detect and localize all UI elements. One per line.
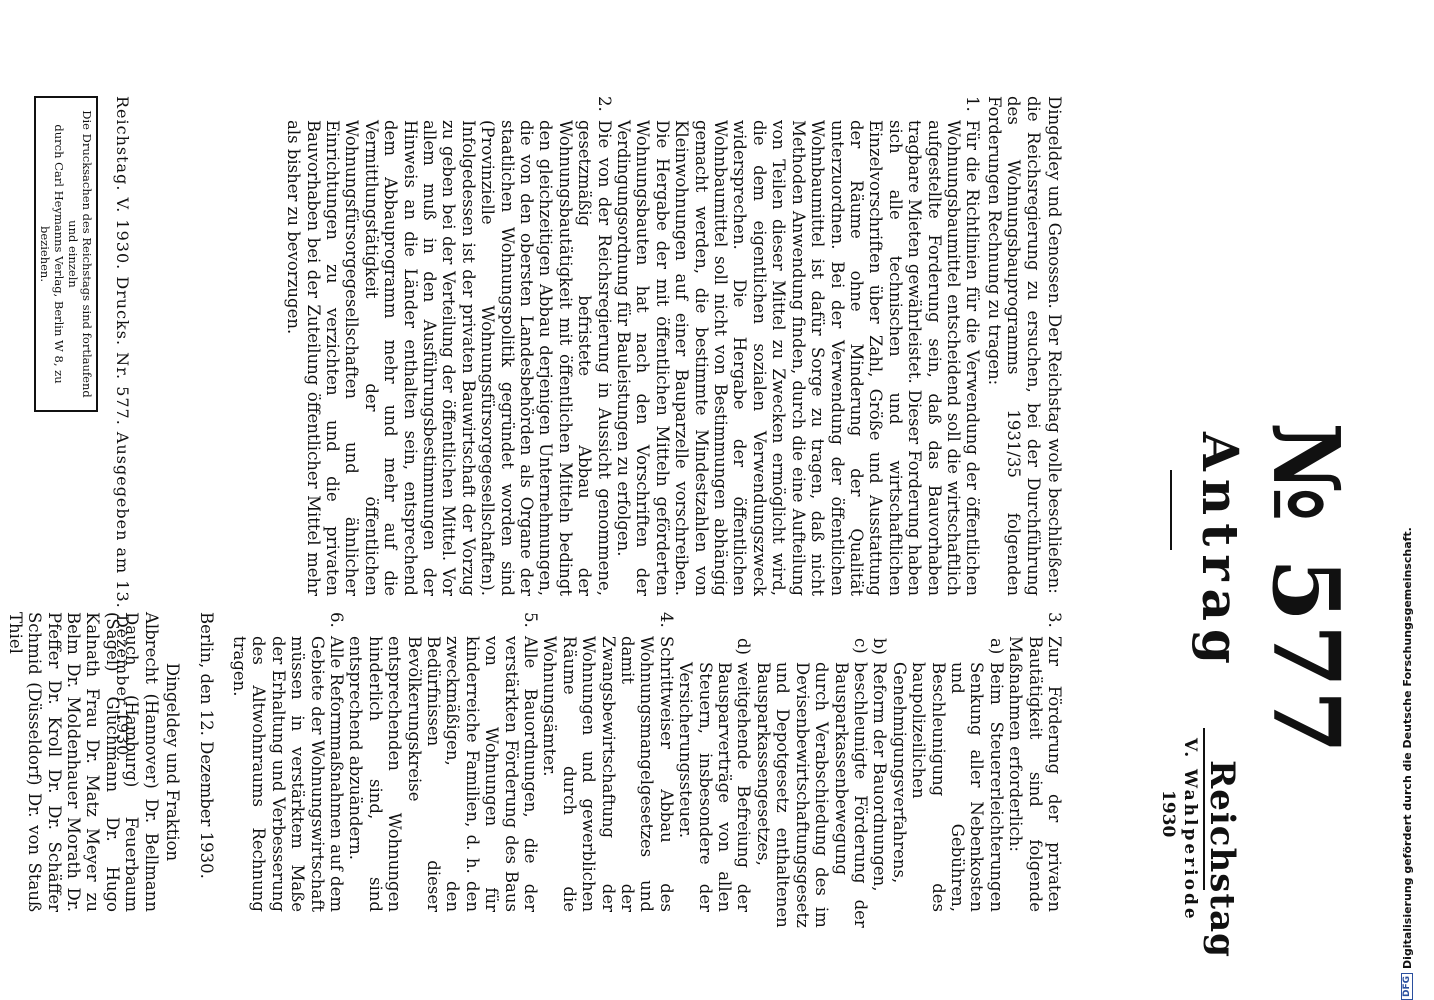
item-3b-text: Reform der Bauordnungen, [870, 662, 890, 892]
item-4-number: 4. [656, 612, 676, 628]
distribution-note-line-2: durch Carl Heymanns Verlag, Berlin W 8, zu beziehen. [38, 124, 66, 384]
item-3d-text: weitgehende Befreiung der Bausparverträge von allen Steuern, insbesondere der Versicherungssteuer. [676, 662, 754, 912]
item-4-text: Schrittweiser Abbau des Wohnungsmangelgesetzes und damit der Zwangsbewirtschaftung der Wohnungen und gewerblichen Räume durch die Wohnungsämter. [540, 636, 676, 912]
item-1 [614, 96, 983, 596]
item-3c-label: c) [850, 638, 870, 654]
item-4 [540, 612, 676, 912]
intro-line: Dingeldey und Genossen. Der Reichstag wolle beschließen: [1045, 96, 1064, 594]
item-5-number: 5. [521, 612, 541, 628]
reichstag-heading: Reichstag [1202, 760, 1242, 958]
item-6-text: Alle Reformmaßnahmen auf dem Gebiete der Wohnungswirtschaft müssen in verstärktem Maße der Erhaltung und Verbesserung des Altwohnraums Rechnung tragen. [229, 636, 346, 912]
footer-line: Reichstag. V. 1930. Drucks. Nr. 577. Ausgegeben am 13. Dezember 1930. [113, 96, 132, 763]
digitization-credit-text: Digitalisierung gefördert durch die Deutsche Forschungsgemeinschaft. [1400, 527, 1414, 969]
item-6-number: 6. [326, 612, 346, 628]
year-label: 1930 [1158, 790, 1178, 838]
item-3c [753, 638, 870, 928]
title-rule [1170, 470, 1172, 550]
header-rule [1203, 728, 1205, 890]
document-type-title: Antrag [1191, 432, 1250, 672]
dfg-logo-icon: DFG [1401, 973, 1413, 1000]
digitization-credit [1398, 0, 1416, 1000]
item-3a [889, 638, 1005, 912]
lead-paragraph: die Reichsregierung zu ersuchen, bei der Durchführung des Wohnungsbauprogramms 1931/35 folgenden Forderungen Rechnung zu tragen: [984, 96, 1043, 596]
item-3b [870, 638, 889, 912]
item-3c-text: beschleunigte Förderung der Bausparkassenbewegung durch Verabschiedung des im Devisenbewirtschaftungsgesetz und Depotgesetz enthaltenen Bausparkassengesetzes, [753, 662, 870, 928]
item-2-number: 2. [594, 96, 614, 112]
left-column [284, 96, 1064, 596]
item-5-text: Alle Bauordnungen, die der verstärkten Förderung des Baus von Wohnungen für kinderreiche Familien, d. h. den zweckmäßigen, den Bedürfnissen dieser Bevölkerungskreise entsprechenden Wohnungen hinderlich sind, sind entsprechend abzuändern. [346, 636, 541, 912]
item-3d [676, 638, 754, 912]
right-column [3, 612, 1064, 928]
item-3-number: 3. [1045, 612, 1064, 628]
item-3a-text: Beim Steuererleichterungen Senkung aller Nebenkosten und Gebühren, Beschleunigung des baupolizeilichen Genehmigungsverfahrens, [889, 662, 1006, 912]
period-label: V. Wahlperiode [1180, 738, 1200, 922]
item-2-text: Die von der Reichsregierung in Aussicht genommene, gesetzmäßig befristete Abbau der Wohnungsbautätigkeit mit öffentlichen Mitteln bedingt den gleichzeitigen Abbau derjenigen Unternehmungen, die von den obersten Landesbehörden als Organe der staatlichen Wohnungspolitik gegründet worden sind (Provinzielle Wohnungsfürsorgegesellschaften). Infolgedessen ist der privaten Bauwirtschaft der Vorzug zu geben bei der Verteilung der öffentlichen Mittel. Vor allem muß in den Ausführungsbestimmungen der Hinweis an die Länder enthalten sein, entsprechend dem Abbauprogramm mehr und mehr auf die Vermittlungstätigkeit der öffentlichen Wohnungsfürsorgegesellschaften und ähnlicher Einrichtungen zu verzichten und die privaten Bauvorhaben bei der Zuteilung öffentlicher Mittel mehr als bisher zu bevorzugen. [284, 120, 614, 596]
item-1-text: Für die Richtlinien für die Verwendung der öffentlichen Wohnungsbaumittel entscheidend soll die wirtschaftlich aufgestellte Forderung sein, daß das Bauvorhaben tragbare Mieten gewährleistet. Dieser Forderung haben sich alle technischen und wirtschaftlichen Einzelvorschriften über Zahl, Größe und Ausstattung der Räume ohne Minderung der Qualität unterzuordnen. Bei der Verwendung der öffentlichen Wohnbaumittel ist dafür Sorge zu tragen, daß nicht Methoden Anwendung finden, durch die eine Aufteilung von Teilen dieser Mittel zu Zwecken ermöglicht wird, die dem eigentlichen sozialen Verwendungszweck widersprechen. Die Hergabe der öffentlichen Wohnbaumittel soll nicht von Bestimmungen abhängig gemacht werden, die bestimmte Mindestzahlen von Kleinwohnungen auf einer Bauparzelle vorschreiben. Die Hergabe der mit öffentlichen Mitteln geförderten Wohnungsbauten hat nach den Vorschriften der Verdingungsordnung für Bauleistungen zu erfolgen. [614, 120, 983, 596]
item-3a-label: a) [986, 638, 1006, 655]
item-2 [284, 96, 614, 596]
item-6 [230, 612, 346, 912]
signers-heading: Dingeldey und Fraktion [163, 662, 183, 862]
item-5 [346, 612, 540, 912]
item-3 [1006, 612, 1064, 912]
document-number: № 577 [1252, 422, 1360, 757]
item-3b-label: b) [870, 638, 890, 655]
distribution-note-box [34, 96, 98, 412]
signers-list: Albrecht (Hannover) Dr. Bellmann Dauch (Hamburg) Feuerbaum (Sagel) Glüchmann Dr. Hugo Kalnath Frau Dr. Matz Meyer zu Belm Dr. Moldenhauer Morath Dr. Pfeffer Dr. Kroll Dr. Dr. Schäffer Schmid (Düsseldorf) Dr. von Stauß Thiel [5, 612, 161, 912]
distribution-note-line-1: Die Drucksachen des Reichstags sind fortlaufend und einzeln [66, 110, 94, 398]
item-3-text: Zur Förderung der privaten Bautätigkeit sind folgende Maßnahmen erforderlich: [1006, 636, 1064, 912]
item-1-number: 1. [963, 96, 983, 112]
item-3d-label: d) [734, 638, 754, 655]
date-line: Berlin, den 12. Dezember 1930. [196, 612, 216, 879]
